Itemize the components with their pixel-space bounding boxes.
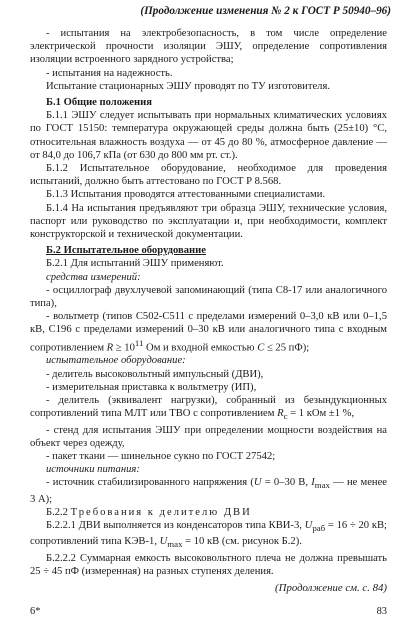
text-run: - источник стабилизированного напряжения ( <box>46 477 254 489</box>
section-heading: Б.1 Общие положения <box>46 97 152 109</box>
text-run: ≤ 25 пФ); <box>264 342 310 354</box>
list-item <box>30 476 387 506</box>
subheading: средства измерений: <box>46 271 141 283</box>
document-body <box>30 27 387 578</box>
list-item: - испытания на электробезопасность, в том числе определение электрической прочности изоляции ЭШУ, определение сопротивления изоляции встроенного зарядного устройства; <box>30 28 387 66</box>
list-item: - измерительная приставка к вольтметру (ИП), <box>46 381 257 393</box>
text-run: - делитель (эквивалент нагрузки), собранный из безындукционных сопротивлений типа МЛТ или ТВО с сопротивлением <box>30 395 387 420</box>
list-item <box>30 310 387 354</box>
continuation-note: (Продолжение см. с. 84) <box>275 582 387 594</box>
list-item <box>30 394 387 424</box>
paragraph <box>30 519 387 552</box>
list-item: - испытания на надежность. <box>46 67 173 79</box>
sheet-mark: 6* <box>30 606 41 617</box>
subscript: max <box>314 480 330 491</box>
paragraph: Б.2.1 Для испытаний ЭШУ применяют. <box>46 258 224 270</box>
text-run: = 1 кОм ±1 %, <box>287 408 355 420</box>
text-run: Б.2.2 <box>46 506 71 518</box>
text-run: U <box>253 477 262 489</box>
text-run: U <box>159 536 168 548</box>
text-run: Б.2.2.1 ДВИ выполняется из конденсаторов типа КВИ-3, <box>46 520 305 532</box>
text-run: Требования к делителю ДВИ <box>70 506 252 518</box>
text-run: R <box>106 342 114 354</box>
text-run: ≥ 10 <box>113 342 135 354</box>
list-item: - делитель высоковольтный импульсный (ДВИ), <box>46 368 264 380</box>
text-run: = 10 кВ (см. рисунок Б.2). <box>182 536 302 548</box>
text-run: = 0–30 В, <box>261 477 312 489</box>
text-run: U <box>304 520 313 532</box>
subscript: раб <box>312 523 326 534</box>
text-run: = 16 ÷ 20 кВ; сопротивлений типа КЭВ-1, <box>30 520 388 548</box>
section-heading: Б.2 Испытательное оборудование <box>46 245 206 257</box>
page-number: 83 <box>376 606 387 617</box>
exponent: 11 <box>134 337 144 348</box>
running-header: (Продолжение изменения № 2 к ГОСТ Р 50940–96) <box>140 5 391 17</box>
paragraph: Б.2.2.2 Суммарная емкость высоковольтного плеча не должна превышать 25 ÷ 45 пФ (измеренная) на разных ступенях деления. <box>30 552 387 577</box>
subscript: с <box>283 411 288 422</box>
paragraph: Б.1.3 Испытания проводятся аттестованными специалистами. <box>46 189 326 201</box>
text-run: C <box>257 342 265 354</box>
subsection-heading <box>30 506 387 519</box>
list-item: - стенд для испытания ЭШУ при определении мощности воздействия на объект через одежду, <box>30 424 387 449</box>
text-run: — не менее 3 А); <box>30 477 387 505</box>
text-run: I <box>311 477 315 489</box>
paragraph: Б.1.2 Испытательное оборудование, необходимое для проведения испытаний, должно быть аттестовано по ГОСТ Р 8.568. <box>30 163 387 188</box>
subheading: испытательное оборудование: <box>46 355 186 367</box>
subscript: max <box>167 539 183 550</box>
text-run: - вольтметр (типов С502-С511 с пределами измерений 0–3,0 кВ или 0–1,5 кВ, С196 с пределами измерений 0–30 кВ или аналогичного типа с входным сопротивлением <box>30 311 387 354</box>
paragraph: Б.1.4 На испытания предъявляют три образца ЭШУ, технические условия, паспорт или руководство по эксплуатации и, при необходимости, комплект конструкторской и технической документации. <box>30 202 387 241</box>
text-run: Ом и входной емкостью <box>143 342 258 354</box>
subheading: источники питания: <box>46 464 140 476</box>
list-item: - пакет ткани — шинельное сукно по ГОСТ 27542; <box>46 450 276 462</box>
paragraph: Испытание стационарных ЭШУ проводят по ТУ изготовителя. <box>46 80 330 92</box>
paragraph: Б.1.1 ЭШУ следует испытывать при нормальных климатических условиях по ГОСТ 15150: температура окружающей среды должна быть (25±10) °С, относительная влажность воздуха — от 45 до 80 %, атмосферное давление — от 84,0 до 106,7 кПа (от 630 до 800 мм рт. ст.). <box>30 110 387 161</box>
text-run: R <box>277 408 284 420</box>
list-item: - осциллограф двухлучевой запоминающий (типа С8-17 или аналогичного типа), <box>30 284 387 310</box>
